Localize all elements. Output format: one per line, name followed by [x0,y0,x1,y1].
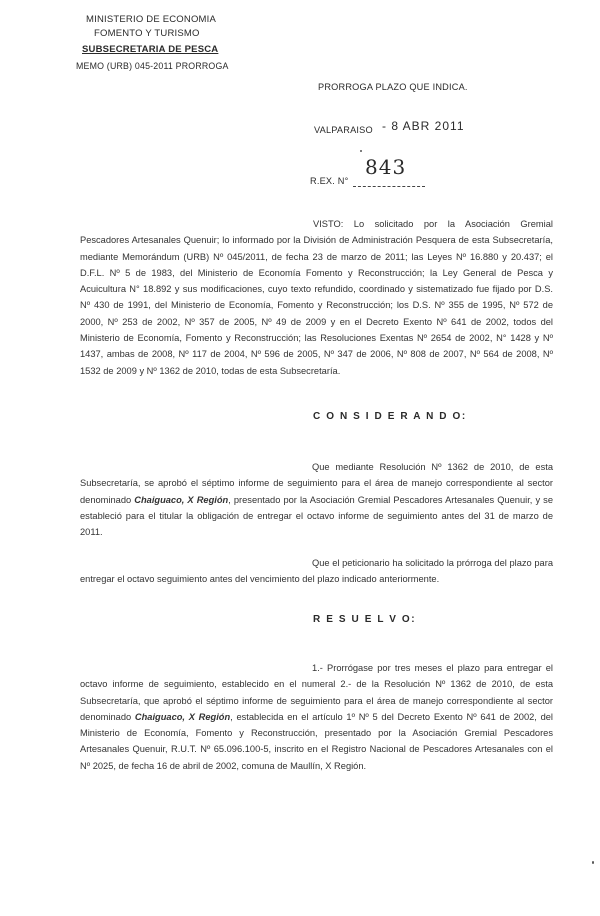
considerando-p2: Que el peticionario ha solicitado la prórroga del plazo para entregar el octavo seguimiento antes del vencimiento del plazo indicado anteriormente. [80,558,553,585]
resuelvo-heading: R E S U E L V O: [313,614,417,625]
rex-underline [353,186,425,187]
scan-speck [592,861,594,864]
header-ministry: MINISTERIO DE ECONOMIA [86,14,217,25]
date-stamp: - 8 ABR 2011 [382,119,465,133]
header-ministry-sub: FOMENTO Y TURISMO [94,28,200,39]
place-label: VALPARAISO [314,125,373,135]
document-subject: PRORROGA PLAZO QUE INDICA. [318,82,468,92]
resuelvo-paragraph-1 [80,660,553,774]
rex-number: 843 [365,155,407,179]
considerando-paragraph-1 [80,459,553,540]
visto-text: Lo solicitado por la Asociación Gremial Pescadores Artesanales Quenuir; lo informado por la División de Administración Pesquera de esta Subsecretaría, mediante Memorándum (URB) Nº 045/2011, de fecha 23 de marzo de 2011; las Leyes Nº 16.880 y 20.437; el D.F.L. Nº 5 de 1983, del Ministerio de Economía Fomento y Reconstrucción; la Ley General de Pesca y Acuicultura N° 18.892 y sus modificaciones, cuyo texto refundido, coordinado y sistematizado fue fijado por D.S. Nº 430 de 1991, del Ministerio de Economía, Fomento y Reconstrucción; los D.S. Nº 355 de 1995, Nº 572 de 2000, Nº 253 de 2002, Nº 357 de 2005, Nº 49 de 2009 y en el Decreto Exento Nº 641 de 2002, todos del Ministerio de Economía, Fomento y Reconstrucción; las Resoluciones Exentas Nº 2654 de 2002, N° 1428 y Nº 1437, ambas de 2008, Nº 117 de 2004, Nº 596 de 2005, Nº 347 de 2006, Nº 808 de 2007, Nº 564 de 2008, Nº 1532 de 2009 y Nº 1362 de 2010, todas de esta Subsecretaría. [80,219,553,376]
scan-speck [360,150,362,152]
considerando-heading: C O N S I D E R A N D O: [313,411,467,422]
header-memo-ref: MEMO (URB) 045-2011 PRORROGA [76,61,229,71]
considerando-p1-location: Chaiguaco, X Región [134,494,229,505]
header-subsecretaria: SUBSECRETARIA DE PESCA [82,44,219,55]
resuelvo-p1-a: 1.- Prorrógase por tres meses el plazo para entregar el octavo informe de seguimiento, establecido en el numeral 2.- de la Resolución Nº 1362 de 2010, de esta Subsecretaría, que aprobó el séptimo informe de seguimiento para el área de manejo correspondiente al sector denominado [80,663,553,722]
rex-label-text: R.EX. N° [310,176,349,186]
visto-paragraph [80,216,553,379]
considerando-p1-b: , presentado por la Asociación Gremial Pescadores Artesanales Quenuir, y se estableció para el titular la obligación de entregar el octavo informe de seguimiento antes del 31 de marzo de 2011. [80,494,553,538]
visto-label: VISTO: [313,219,344,229]
resuelvo-p1-location: Chaiguaco, X Región [134,711,231,722]
considerando-p1-a: Que mediante Resolución Nº 1362 de 2010, de esta Subsecretaría, se aprobó el séptimo informe de seguimiento para el área de manejo correspondiente al sector denominado [80,462,553,505]
considerando-paragraph-2 [80,555,553,588]
resuelvo-p1-b: , establecida en el artículo 1º Nº 5 del Decreto Exento Nº 641 de 2002, del Ministerio de Economía, Fomento y Reconstrucción, presentado por la Asociación Gremial Pescadores Artesanales Quenuir, R.U.T. Nº 65.096.100-5, inscrito en el Registro Nacional de Pescadores Artesanales con el Nº 2025, de fecha 16 de abril de 2002, comuna de Maullín, X Región. [80,711,553,771]
